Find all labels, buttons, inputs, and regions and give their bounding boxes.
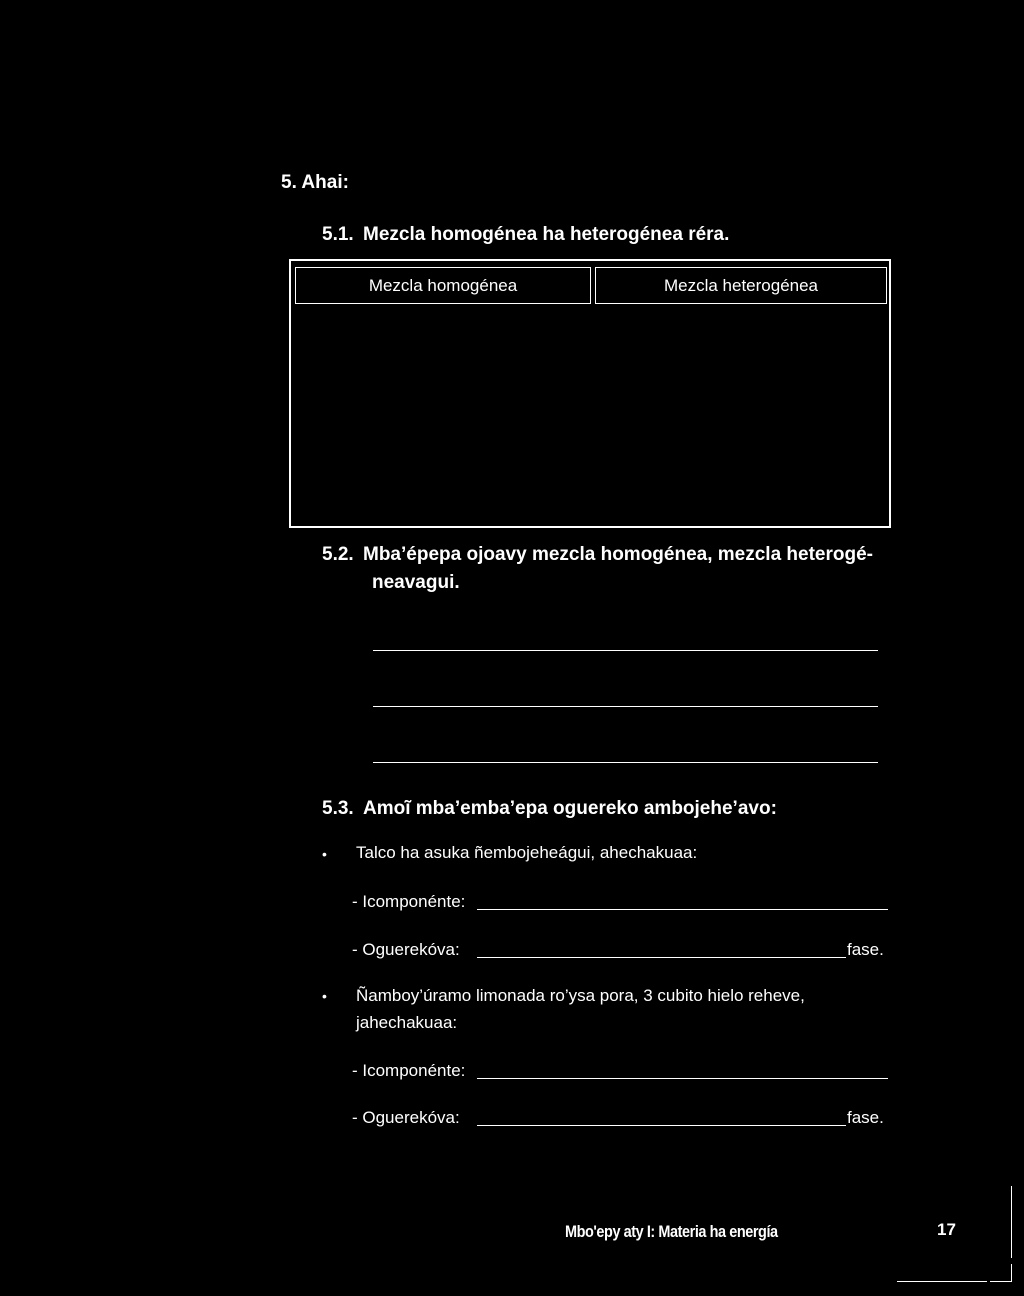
mixture-table (289, 259, 891, 528)
section-5-1 (322, 224, 729, 246)
section-5-3-number: 5.3. (322, 798, 354, 819)
answer-line-3[interactable] (373, 762, 878, 763)
section-5-1-number: 5.1. (322, 224, 354, 245)
item-2-phase-suffix: fase. (847, 1108, 884, 1127)
answer-line-2[interactable] (373, 706, 878, 707)
section-5-1-text: Mezcla homogénea ha heterogénea réra. (363, 224, 730, 245)
item-2-phase-line[interactable] (477, 1125, 846, 1126)
section-5-title: 5. Ahai: (281, 172, 349, 193)
page-number: 17 (937, 1220, 956, 1239)
crop-mark-horizontal-right (990, 1281, 1011, 1282)
section-5-3 (322, 798, 777, 820)
item-1-phase-label: - Oguerekóva: (352, 940, 460, 959)
item-2-line1: Ñamboy’úramo limonada ro’ysa pora, 3 cubito hielo reheve, (356, 986, 805, 1005)
item-1-component-label: - Icomponénte: (352, 892, 466, 911)
bullet-2: • (322, 988, 327, 1004)
item-2-component-label: - Icomponénte: (352, 1061, 466, 1080)
section-5-3-text: Amoĩ mba’emba’epa oguereko ambojehe’avo: (363, 798, 777, 819)
item-1-phase-line[interactable] (477, 957, 846, 958)
table-header-heterogeneous: Mezcla heterogénea (595, 267, 887, 304)
footer-title: Mbo'epy aty I: Materia ha energía (565, 1222, 778, 1241)
section-5-2 (322, 544, 873, 566)
section-5-2-line1: Mba’épepa ojoavy mezcla homogénea, mezcla heterogé- (363, 544, 873, 565)
item-1-phase-suffix: fase. (847, 940, 884, 959)
answer-line-1[interactable] (373, 650, 878, 651)
item-2-phase-label: - Oguerekóva: (352, 1108, 460, 1127)
crop-mark-vertical-lower (1011, 1264, 1012, 1282)
section-5-2-number: 5.2. (322, 544, 354, 565)
crop-mark-vertical (1011, 1186, 1012, 1258)
item-1-text: Talco ha asuka ñembojeheágui, ahechakuaa: (356, 843, 698, 862)
table-header-homogeneous: Mezcla homogénea (295, 267, 591, 304)
item-2-component-line[interactable] (477, 1078, 888, 1079)
item-1-component-line[interactable] (477, 909, 888, 910)
crop-mark-horizontal (897, 1281, 987, 1282)
bullet-1: • (322, 846, 327, 862)
item-2-line2: jahechakuaa: (356, 1013, 458, 1032)
section-5-2-line2: neavagui. (372, 572, 460, 593)
